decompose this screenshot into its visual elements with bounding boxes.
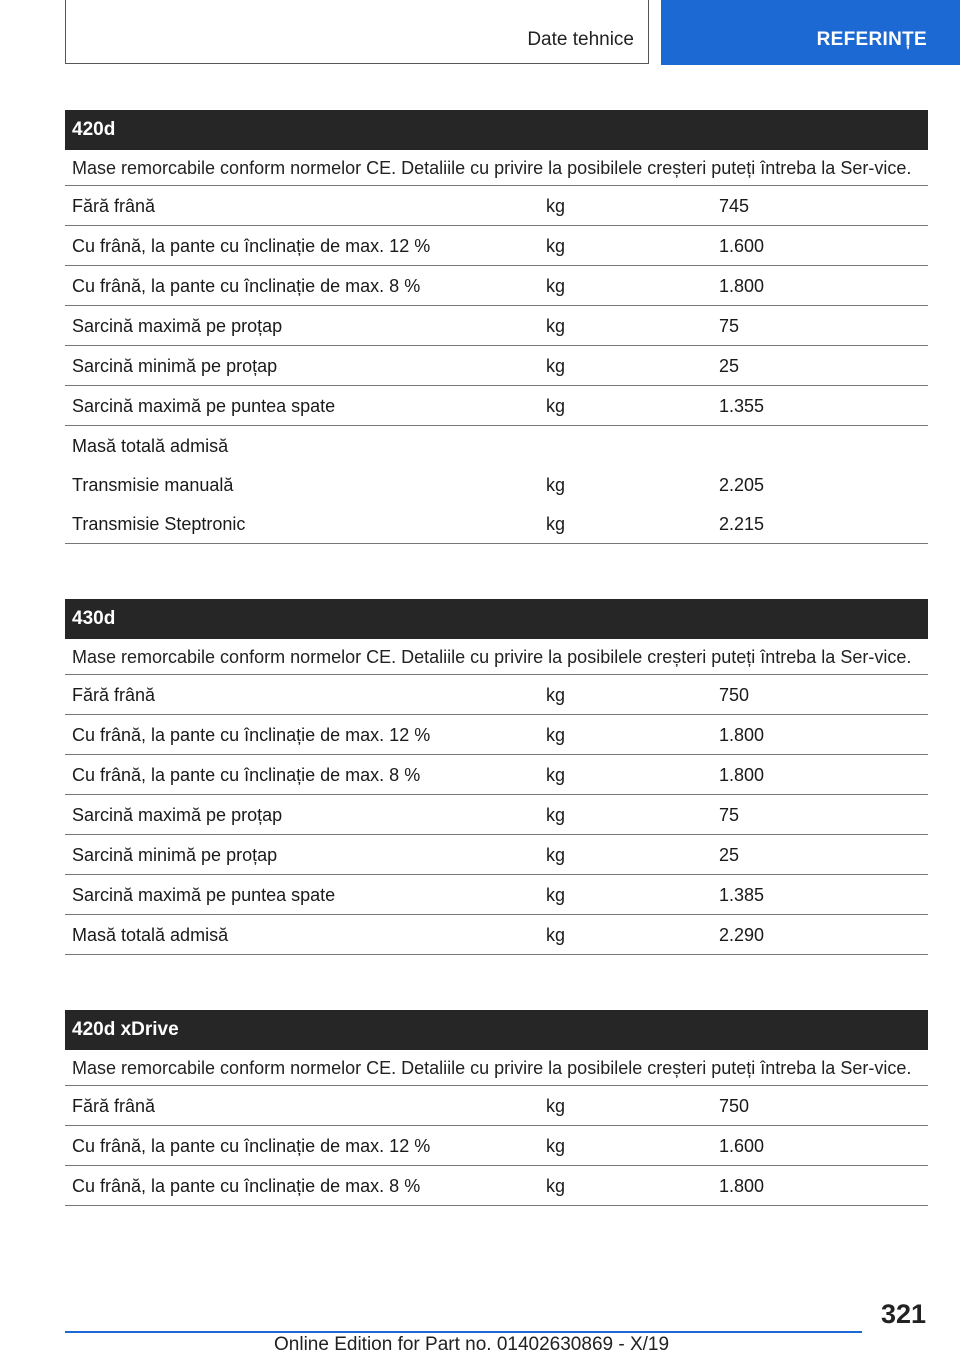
row-value: 75	[719, 805, 740, 825]
row-value: 750	[719, 685, 750, 705]
row-value: 1.600	[719, 1136, 765, 1156]
section-title: 420d xDrive	[65, 1010, 928, 1050]
row-unit: kg	[546, 396, 566, 416]
row-label: Fără frână	[72, 685, 156, 705]
row-unit: kg	[546, 236, 566, 256]
table-row	[65, 266, 928, 306]
row-unit: kg	[546, 514, 566, 534]
chapter-label: REFERINȚE	[816, 29, 927, 50]
group-label: Masă totală admisă	[72, 436, 229, 456]
table-row	[65, 755, 928, 795]
section-title: 430d	[65, 599, 928, 639]
row-unit: kg	[546, 1096, 566, 1116]
row-label: Sarcină maximă pe puntea spate	[72, 396, 336, 416]
row-value: 1.800	[719, 725, 765, 745]
group-header-row	[65, 426, 928, 465]
section-description: Mase remorcabile conform normelor CE. Detaliile cu privire la posibilele creșteri puteți întreba la Ser-vice.	[65, 150, 928, 186]
row-value: 750	[719, 1096, 750, 1116]
table-row	[65, 465, 928, 504]
row-label: Transmisie Steptronic	[72, 514, 246, 534]
row-value: 1.800	[719, 276, 765, 296]
row-unit: kg	[546, 1136, 566, 1156]
row-unit: kg	[546, 805, 566, 825]
row-unit: kg	[546, 845, 566, 865]
row-label: Sarcină maximă pe proțap	[72, 805, 283, 825]
table-row	[65, 715, 928, 755]
row-label: Cu frână, la pante cu înclinație de max. 12 %	[72, 1136, 431, 1156]
row-value: 75	[719, 316, 740, 336]
row-value: 1.800	[719, 765, 765, 785]
row-unit: kg	[546, 765, 566, 785]
section-title: 420d	[65, 110, 928, 150]
row-label: Transmisie manuală	[72, 475, 234, 495]
row-value: 25	[719, 845, 740, 865]
row-label: Cu frână, la pante cu înclinație de max. 12 %	[72, 725, 431, 745]
page-number: 321	[880, 1299, 926, 1329]
page-header	[0, 0, 960, 66]
row-value: 2.205	[719, 475, 765, 495]
row-label: Fără frână	[72, 1096, 156, 1116]
table-row	[65, 835, 928, 875]
section-description: Mase remorcabile conform normelor CE. Detaliile cu privire la posibilele creșteri puteți întreba la Ser-vice.	[65, 1050, 928, 1086]
row-label: Sarcină maximă pe proțap	[72, 316, 283, 336]
row-unit: kg	[546, 316, 566, 336]
table-row	[65, 675, 928, 715]
row-unit: kg	[546, 885, 566, 905]
row-unit: kg	[546, 475, 566, 495]
section-tab[interactable]	[65, 0, 649, 64]
table-row	[65, 1086, 928, 1126]
row-unit: kg	[546, 925, 566, 945]
row-label: Sarcină maximă pe puntea spate	[72, 885, 336, 905]
table-row	[65, 915, 928, 955]
row-value: 745	[719, 196, 750, 216]
row-label: Sarcină minimă pe proțap	[72, 356, 278, 376]
row-value: 1.385	[719, 885, 765, 905]
row-unit: kg	[546, 1176, 566, 1196]
row-label: Masă totală admisă	[72, 925, 229, 945]
row-label: Sarcină minimă pe proțap	[72, 845, 278, 865]
table-row	[65, 386, 928, 426]
row-label: Cu frână, la pante cu înclinație de max. 8 %	[72, 1176, 421, 1196]
table-row	[65, 504, 928, 544]
spec-section-420d	[65, 110, 928, 544]
row-value: 25	[719, 356, 740, 376]
table-row	[65, 346, 928, 386]
row-unit: kg	[546, 685, 566, 705]
row-label: Cu frână, la pante cu înclinație de max. 12 %	[72, 236, 431, 256]
table-row	[65, 795, 928, 835]
footer-divider	[65, 1331, 862, 1333]
table-row	[65, 306, 928, 346]
row-value: 2.290	[719, 925, 765, 945]
section-label: Date tehnice	[527, 29, 634, 50]
row-unit: kg	[546, 356, 566, 376]
row-label: Fără frână	[72, 196, 156, 216]
row-value: 1.600	[719, 236, 765, 256]
section-description: Mase remorcabile conform normelor CE. Detaliile cu privire la posibilele creșteri puteți întreba la Ser-vice.	[65, 639, 928, 675]
table-row	[65, 1166, 928, 1206]
row-unit: kg	[546, 276, 566, 296]
row-label: Cu frână, la pante cu înclinație de max. 8 %	[72, 276, 421, 296]
footer-edition-link[interactable]: Online Edition for Part no. 01402630869 - X/19	[274, 1334, 670, 1355]
row-unit: kg	[546, 725, 566, 745]
row-value: 1.800	[719, 1176, 765, 1196]
row-unit: kg	[546, 196, 566, 216]
table-row	[65, 186, 928, 226]
table-row	[65, 875, 928, 915]
row-label: Cu frână, la pante cu înclinație de max. 8 %	[72, 765, 421, 785]
table-row	[65, 1126, 928, 1166]
chapter-tab[interactable]	[661, 0, 960, 65]
spec-section-430d	[65, 599, 928, 955]
table-row	[65, 226, 928, 266]
spec-section-420d-xdrive	[65, 1010, 928, 1206]
row-value: 1.355	[719, 396, 765, 416]
row-value: 2.215	[719, 514, 765, 534]
